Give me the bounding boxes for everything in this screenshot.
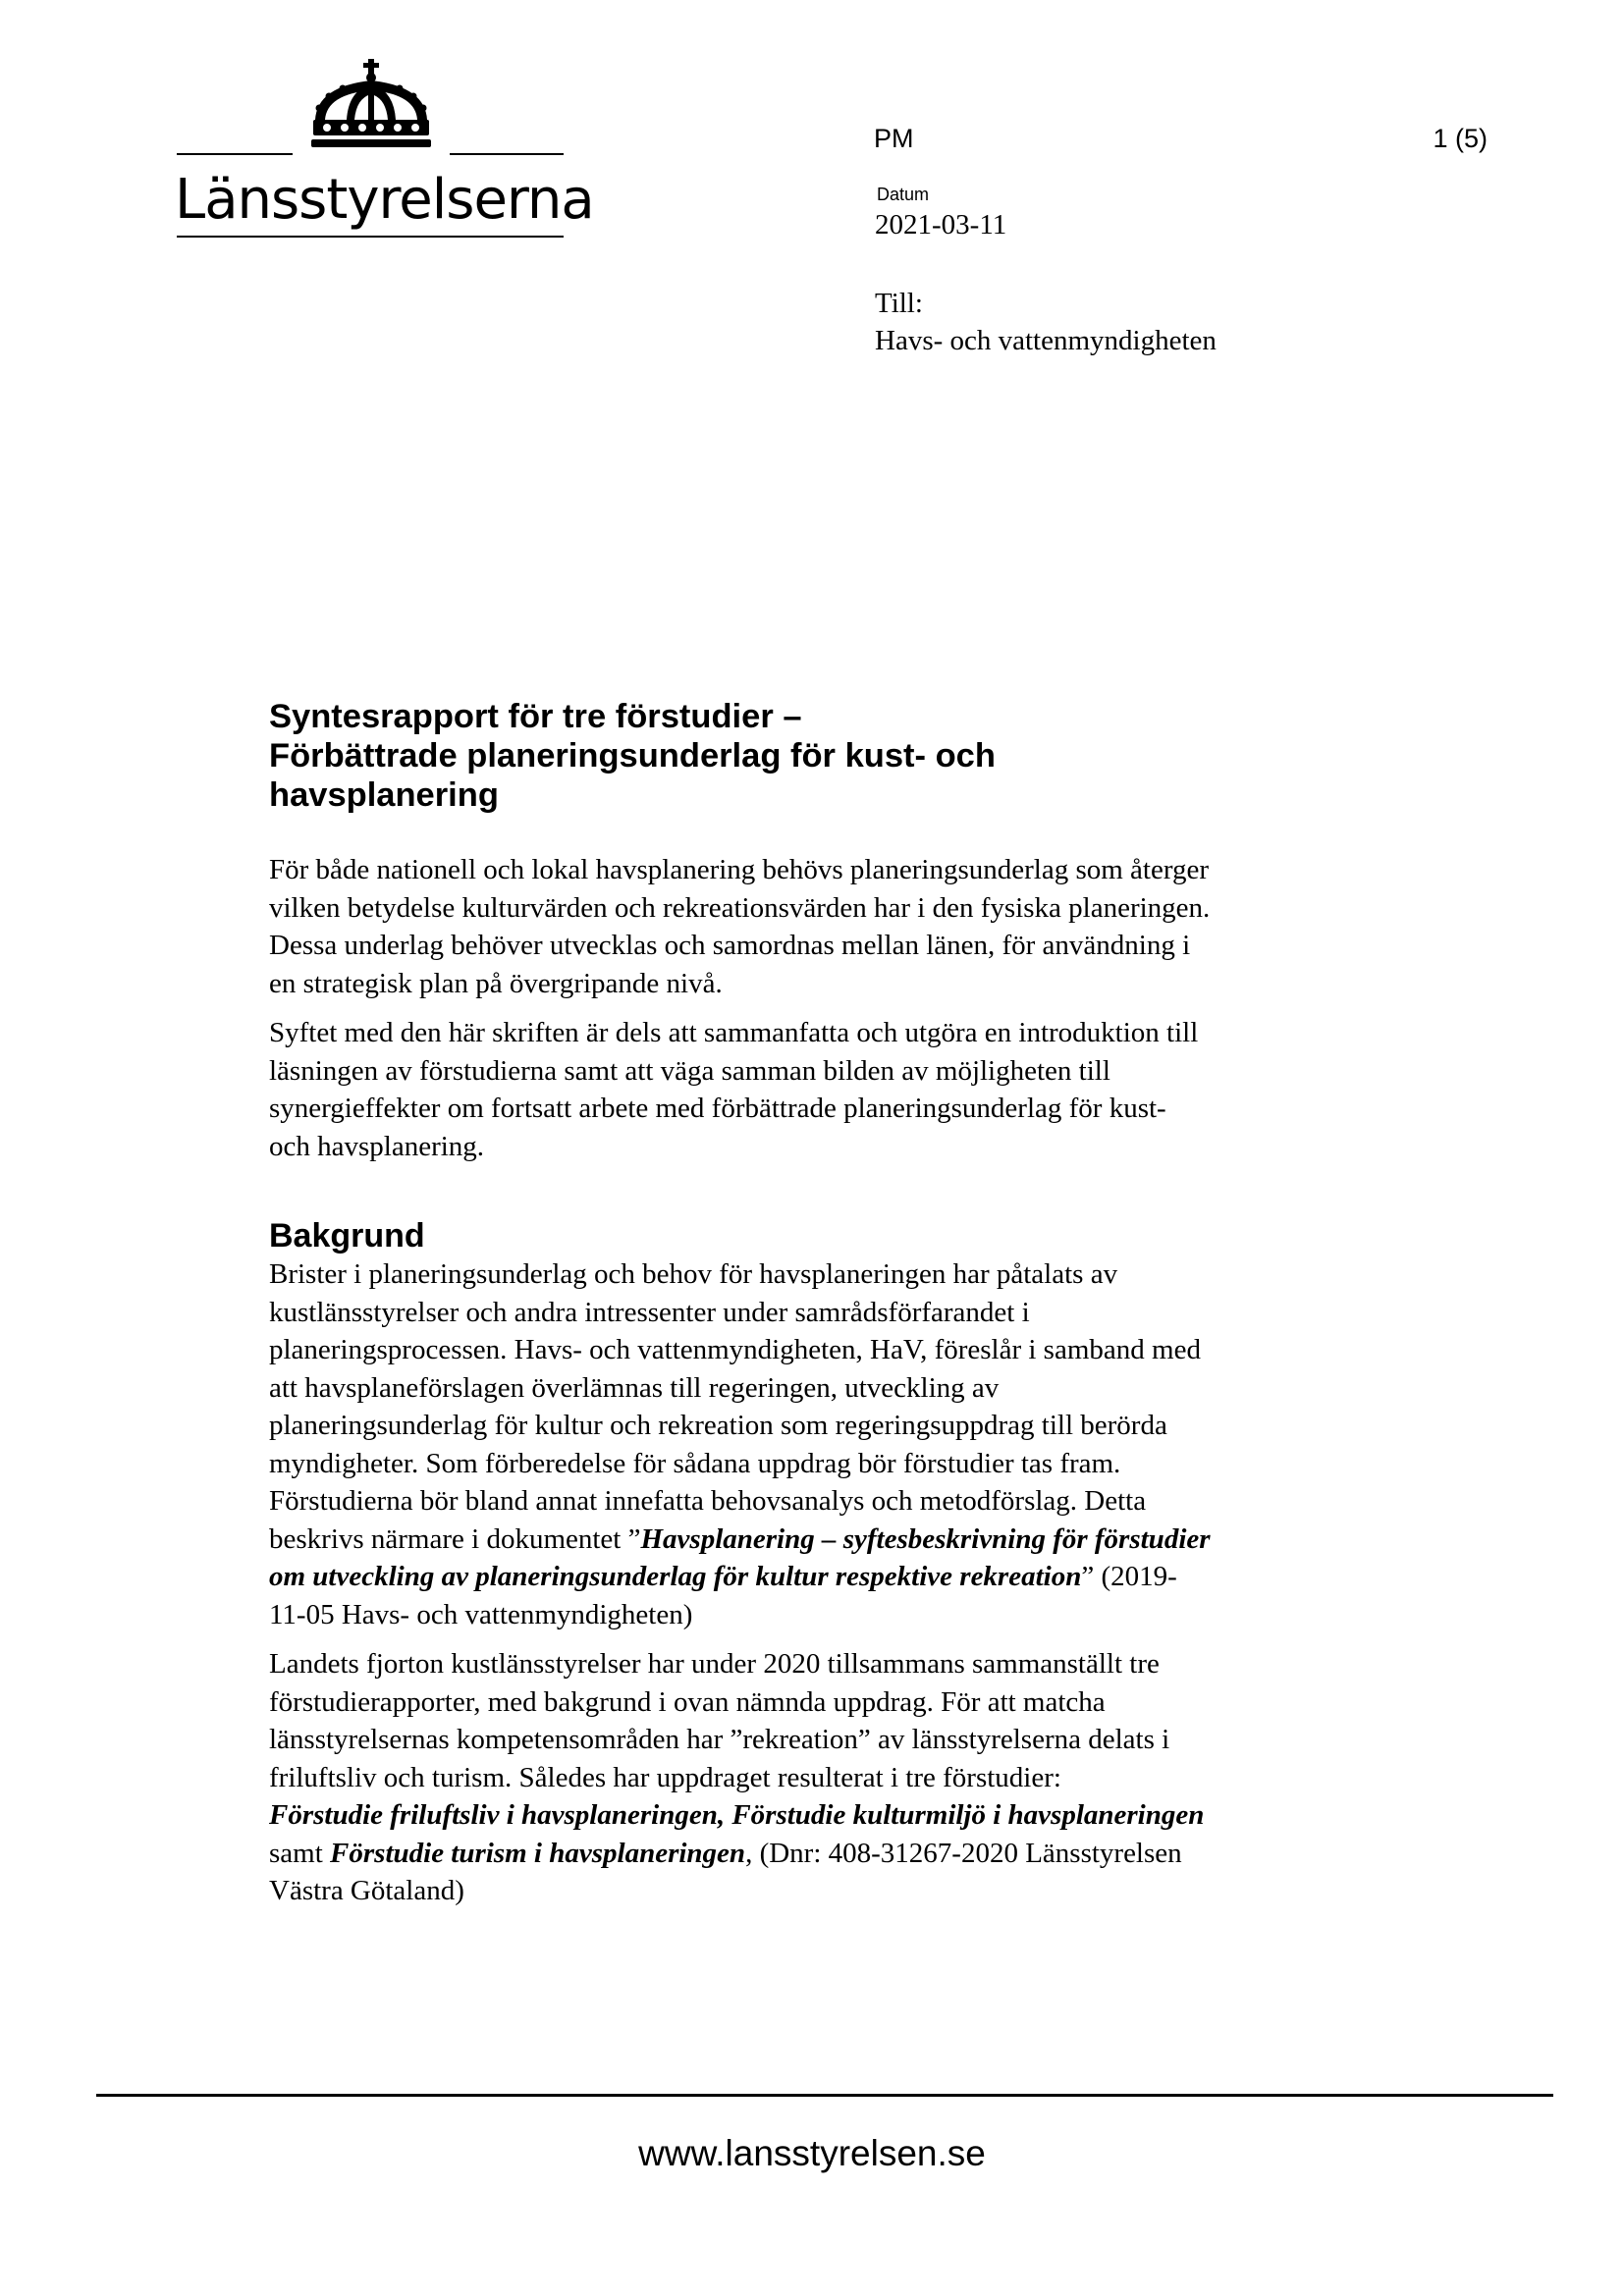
- text-line: länsstyrelsernas kompetensområden har ”rekreation” av länsstyrelserna delats i: [269, 1724, 1170, 1755]
- text-span: samt: [269, 1837, 331, 1869]
- study-title: Förstudie friluftsliv i havsplaneringen: [269, 1799, 718, 1831]
- text-line: att havsplaneförslagen överlämnas till regeringen, utveckling av: [269, 1371, 1000, 1404]
- text-line: För både nationell och lokal havsplanering behövs planeringsunderlag som återger: [269, 854, 1209, 885]
- text-line: [269, 1521, 1369, 1559]
- text-line: Landets fjorton kustlänsstyrelser har under 2020 tillsammans sammanställt tre: [269, 1648, 1160, 1680]
- text-line: och havsplanering.: [269, 1130, 485, 1162]
- recipient-name: Havs- och vattenmyndigheten: [875, 325, 1217, 356]
- text-line: en strategisk plan på övergripande nivå.: [269, 967, 723, 999]
- text-line: 11-05 Havs- och vattenmyndigheten): [269, 1598, 693, 1630]
- text-line: Dessa underlag behöver utvecklas och samordnas mellan länen, för användning i: [269, 930, 1191, 961]
- footer-divider: [96, 2094, 1553, 2097]
- logo-line-bottom: [177, 236, 564, 238]
- background-paragraph: [269, 1255, 1369, 1633]
- text-line: läsningen av förstudierna samt att väga samman bilden av möjligheten till: [269, 1054, 1110, 1087]
- text-line: förstudierapporter, med bakgrund i ovan nämnda uppdrag. För att matcha: [269, 1685, 1106, 1718]
- text-line: vilken betydelse kulturvärden och rekreationsvärden har i den fysiska planeringen.: [269, 891, 1211, 924]
- text-line: friluftsliv och turism. Således har uppdraget resulterat i tre förstudier:: [269, 1761, 1061, 1793]
- date-label: Datum: [877, 185, 930, 204]
- logo-line-left: [177, 153, 293, 155]
- page-count: 1 (5): [1433, 124, 1488, 153]
- text-span: ” (2019-: [1081, 1561, 1177, 1592]
- title-line: Syntesrapport för tre förstudier –: [269, 698, 802, 735]
- text-span: beskrivs närmare i dokumentet ”: [269, 1522, 641, 1555]
- document-body: [269, 697, 1369, 1910]
- reference-title: Havsplanering – syftesbeskrivning för förstudier: [640, 1522, 1211, 1555]
- title-line: Förbättrade planeringsunderlag för kust- och: [269, 737, 996, 774]
- date-value: 2021-03-11: [875, 209, 1007, 240]
- text-line: Syftet med den här skriften är dels att sammanfatta och utgöra en introduktion till: [269, 1017, 1199, 1048]
- document-title: [269, 697, 1369, 815]
- reference-title: om utveckling av planeringsunderlag för kultur respektive rekreation: [269, 1561, 1082, 1592]
- document-type: PM: [874, 124, 914, 153]
- text-line: kustlänsstyrelser och andra intressenter under samrådsförfarandet i: [269, 1296, 1030, 1328]
- study-title: Förstudie turism i havsplaneringen: [330, 1837, 746, 1869]
- study-title: Förstudie kulturmiljö i havsplaneringen: [731, 1799, 1205, 1831]
- logo-line-right: [450, 153, 564, 155]
- text-line: [269, 1835, 1369, 1873]
- text-line: Brister i planeringsunderlag och behov för havsplaneringen har påtalats av: [269, 1258, 1118, 1290]
- text-span: ,: [717, 1799, 732, 1831]
- crown-icon: [307, 59, 435, 149]
- title-line: havsplanering: [269, 776, 499, 814]
- recipient-block: [875, 285, 1217, 359]
- section-title: Bakgrund: [269, 1217, 425, 1255]
- text-span: , (Dnr: 408-31267-2020 Länsstyrelsen: [745, 1837, 1182, 1869]
- text-line: myndigheter. Som förberedelse för sådana uppdrag bör förstudier tas fram.: [269, 1447, 1121, 1479]
- text-line: planeringsunderlag för kultur och rekreation som regeringsuppdrag till berörda: [269, 1410, 1167, 1441]
- lansstyrelserna-logo: [175, 59, 594, 245]
- footer-website: www.lansstyrelsen.se: [638, 2133, 986, 2173]
- recipient-label: Till:: [875, 288, 923, 319]
- text-line: [269, 1558, 1369, 1596]
- text-line: Västra Götaland): [269, 1875, 464, 1906]
- text-line: Förstudierna bör bland annat innefatta behovsanalys och metodförslag. Detta: [269, 1485, 1147, 1517]
- intro-paragraph: [269, 851, 1369, 1002]
- text-line: planeringsprocessen. Havs- och vattenmyndigheten, HaV, föreslår i samband med: [269, 1334, 1201, 1365]
- text-line: synergieffekter om fortsatt arbete med förbättrade planeringsunderlag för kust-: [269, 1093, 1166, 1124]
- intro-paragraph: [269, 1014, 1369, 1165]
- background-paragraph: [269, 1645, 1369, 1910]
- logo-name: Länsstyrelserna: [175, 168, 594, 232]
- text-line: [269, 1796, 1369, 1835]
